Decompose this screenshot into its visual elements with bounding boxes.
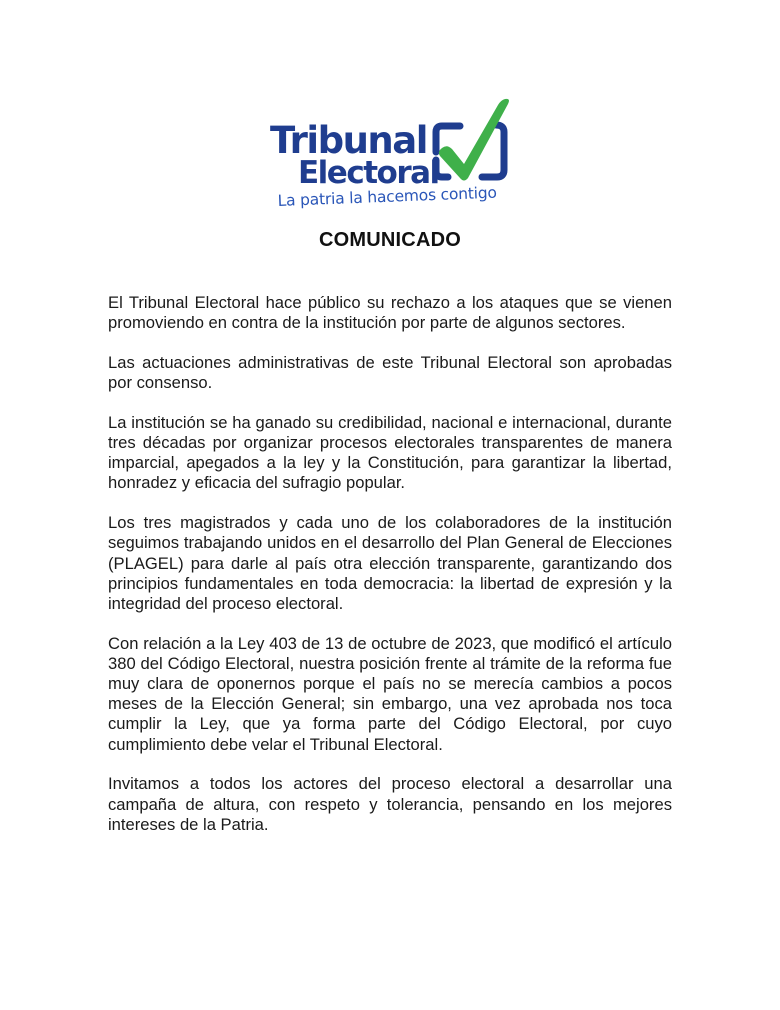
logo-text-tribunal: Tribunal [270, 119, 427, 162]
document-title: COMUNICADO [319, 229, 461, 251]
document-body [108, 293, 672, 854]
paragraph-1: El Tribunal Electoral hace público su rechazo a los ataques que se vienen promoviendo en contra de la institución por parte de algunos sectores. [108, 293, 672, 333]
paragraph-2: Las actuaciones administrativas de este Tribunal Electoral son aprobadas por consenso. [108, 352, 672, 393]
paragraph-3: La institución se ha ganado su credibilidad, nacional e internacional, durante tres décadas por organizar procesos electorales transparentes de manera imparcial, apegados a la ley y la Constitución, para garantizar la libertad, honradez y eficacia del sufragio popular. [108, 412, 672, 493]
logo-tagline: La patria la hacemos contigo [277, 183, 498, 210]
paragraph-4: Los tres magistrados y cada uno de los colaboradores de la institución seguimos trabajando unidos en el desarrollo del Plan General de Elecciones (PLAGEL) para darle al país otra elección transparente, garantizando dos principios fundamentales en toda democracia: la libertad de expresión y la integridad del proceso electoral. [108, 513, 672, 613]
checkbox-check-icon [430, 92, 520, 192]
logo-text-electoral: Electoral [298, 155, 439, 191]
paragraph-5: Con relación a la Ley 403 de 13 de octubre de 2023, que modificó el artículo 380 del Código Electoral, nuestra posición frente al trámite de la reforma fue muy clara de oponernos porque el país no se merecía cambios a pocos meses de la Elección General; sin embargo, una vez aprobada nos toca cumplir la Ley, que ya forma parte del Código Electoral, por cuyo cumplimiento debe velar el Tribunal Electoral. [108, 633, 672, 754]
paragraph-6: Invitamos a todos los actores del proceso electoral a desarrollar una campaña de altura, con respeto y tolerancia, pensando en los mejores intereses de la Patria. [108, 774, 672, 834]
tribunal-electoral-logo [270, 92, 520, 224]
